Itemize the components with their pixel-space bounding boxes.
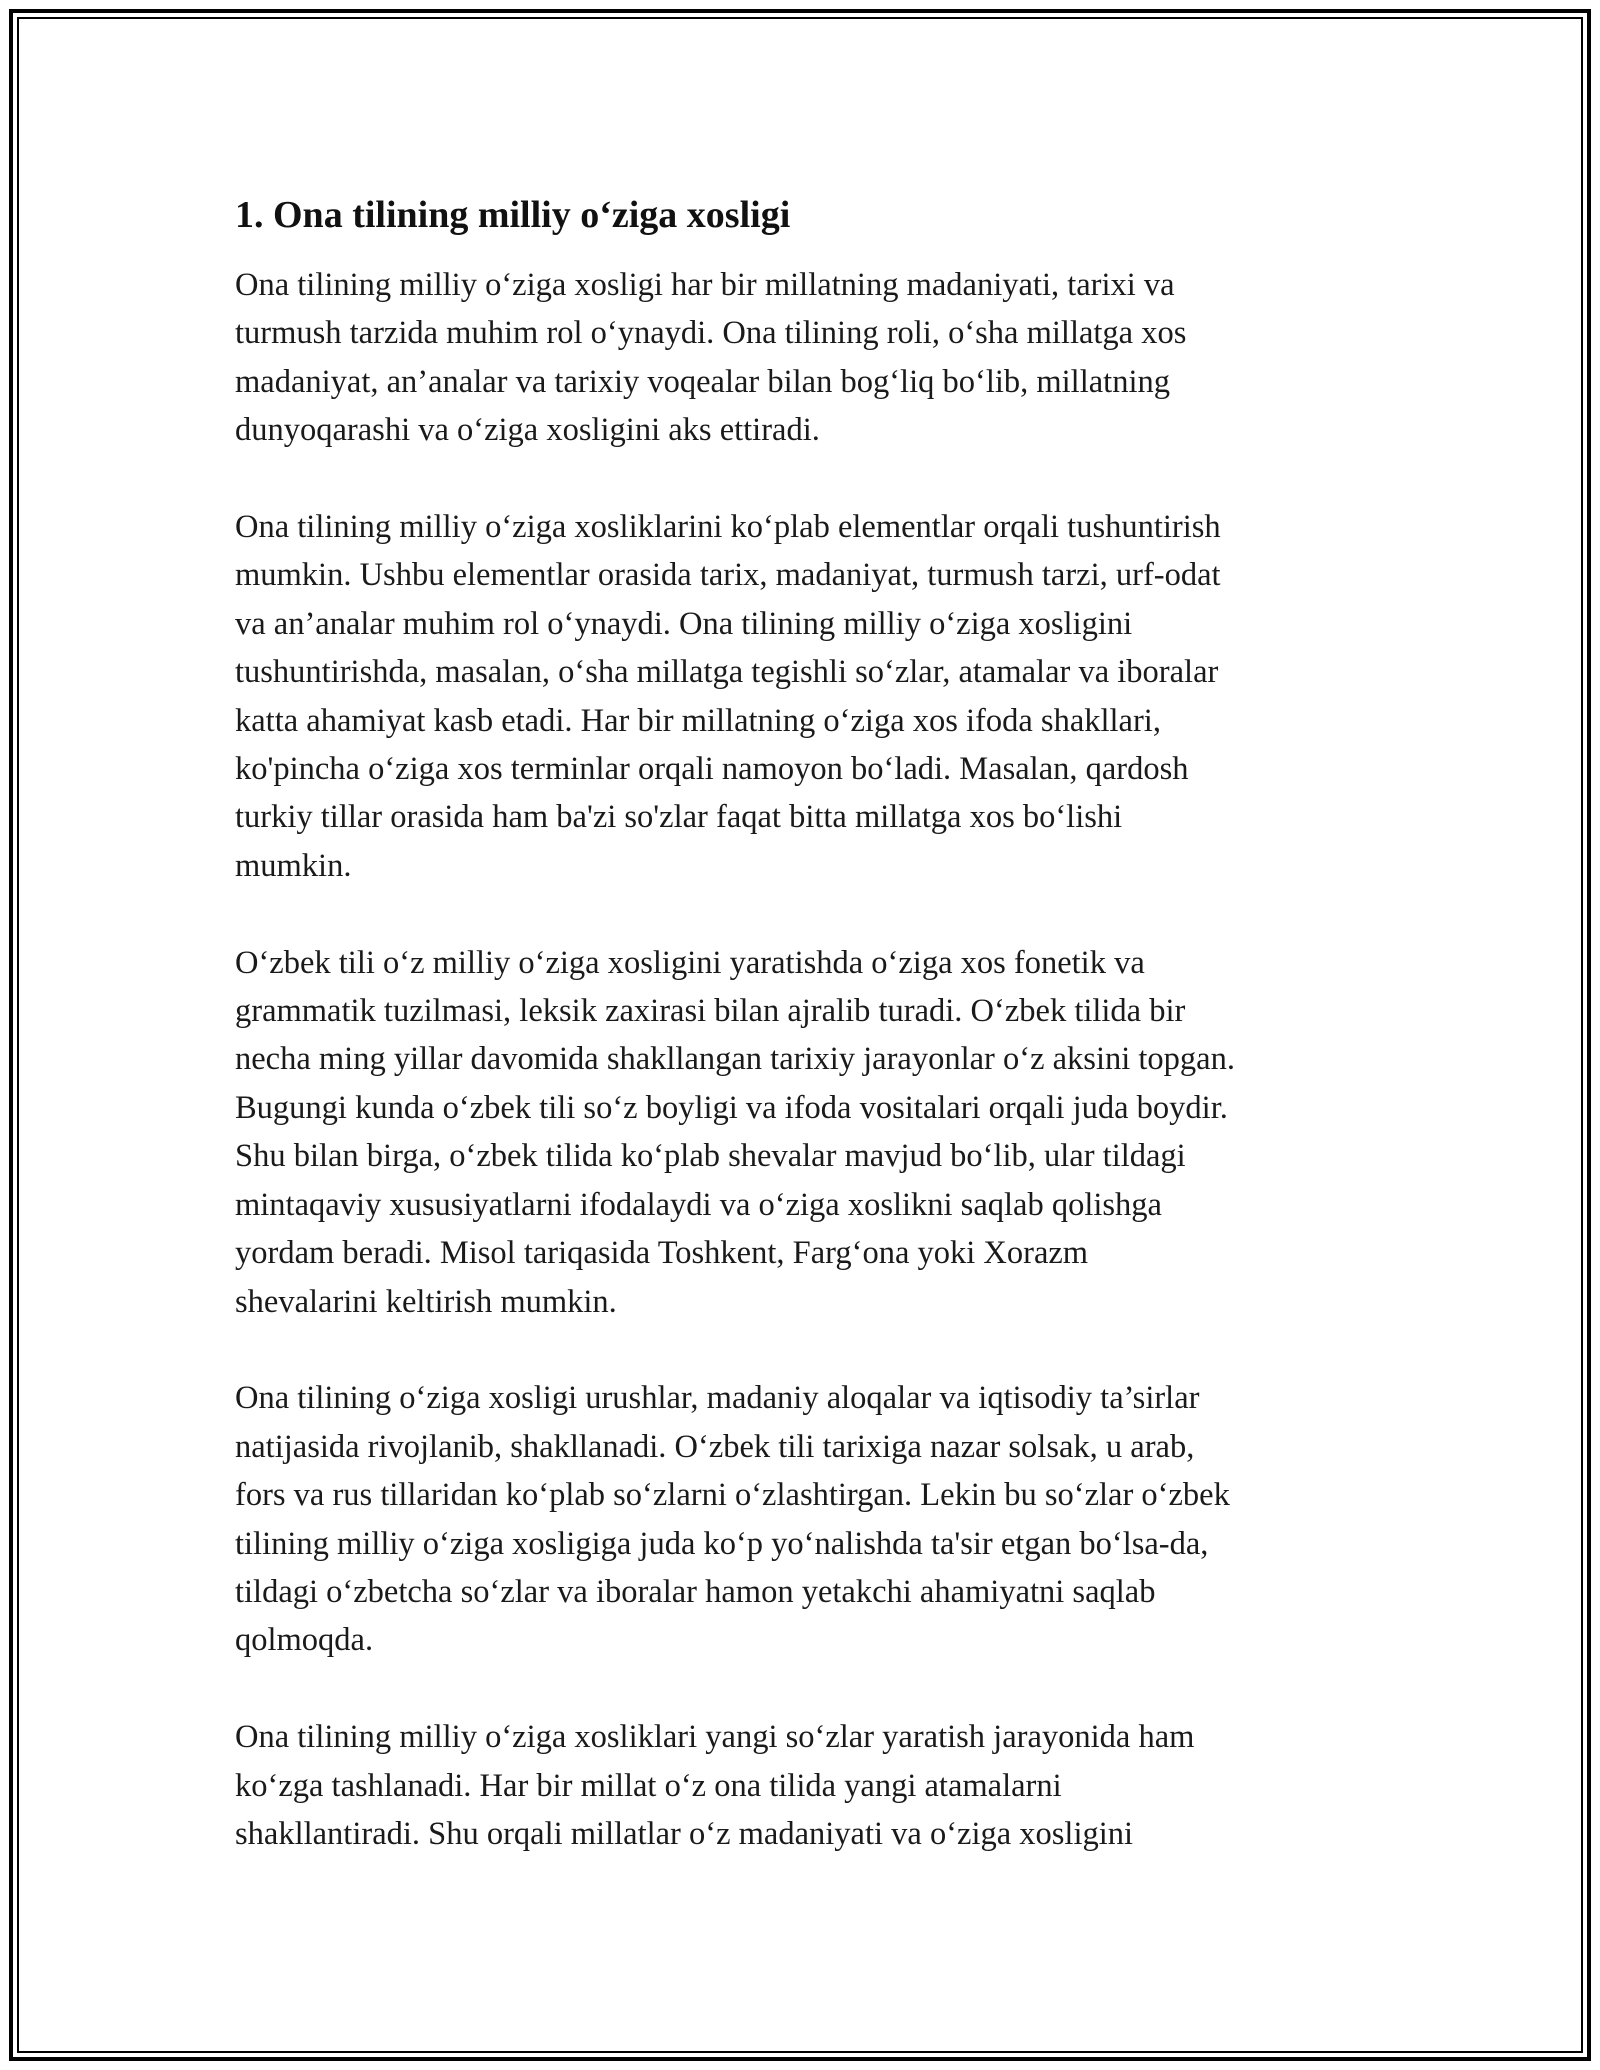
text-line: tilining milliy o‘ziga xosligiga juda ko‘p yo‘nalishda ta'sir etgan bo‘lsa-da,: [235, 1525, 1209, 1562]
text-line: turkiy tillar orasida ham ba'zi so'zlar faqat bitta millatga xos bo‘lishi: [235, 799, 1123, 836]
text-line: Ona tilining milliy o‘ziga xosligi har bir millatning madaniyati, tarixi va: [235, 267, 1175, 303]
text-line: mumkin.: [235, 847, 352, 884]
text-line: tildagi o‘zbetcha so‘zlar va iboralar hamon yetakchi ahamiyatni saqlab: [235, 1573, 1156, 1610]
text-line: dunyoqarashi va o‘ziga xosligini aks ettiradi.: [235, 412, 820, 449]
text-line: Ona tilining o‘ziga xosligi urushlar, madaniy aloqalar va iqtisodiy ta’sirlar: [235, 1380, 1200, 1417]
text-line: katta ahamiyat kasb etadi. Har bir millatning o‘ziga xos ifoda shakllari,: [235, 702, 1161, 739]
paragraph-3: [235, 939, 1395, 1326]
text-line: ko'pincha o‘ziga xos terminlar orqali namoyon bo‘ladi. Masalan, qardosh: [235, 751, 1189, 788]
text-line: Ona tilining milliy o‘ziga xosliklari yangi so‘zlar yaratish jarayonida ham: [235, 1719, 1195, 1756]
paragraph-5: [235, 1713, 1395, 1858]
text-line: qolmoqda.: [235, 1622, 374, 1659]
text-line: mintaqaviy xususiyatlarni ifodalaydi va o‘ziga xoslikni saqlab qolishga: [235, 1186, 1162, 1223]
text-line: Shu bilan birga, o‘zbek tilida ko‘plab shevalar mavjud bo‘lib, ular tildagi: [235, 1138, 1186, 1175]
document-body: [235, 185, 1395, 1907]
text-line: Bugungi kunda o‘zbek tili so‘z boyligi va ifoda vositalari orqali juda boydir.: [235, 1089, 1228, 1126]
text-line: mumkin. Ushbu elementlar orasida tarix, madaniyat, turmush tarzi, urf-odat: [235, 557, 1221, 594]
paragraph-2: [235, 503, 1395, 890]
paragraph-1: [235, 261, 1395, 455]
text-line: tushuntirishda, masalan, o‘sha millatga tegishli so‘zlar, atamalar va iboralar: [235, 654, 1219, 691]
text-line: Ona tilining milliy o‘ziga xosliklarini ko‘plab elementlar orqali tushuntirish: [235, 509, 1221, 546]
text-line: O‘zbek tili o‘z milliy o‘ziga xosligini yaratishda o‘ziga xos fonetik va: [235, 944, 1145, 981]
text-line: yordam beradi. Misol tariqasida Toshkent, Farg‘ona yoki Xorazm: [235, 1235, 1089, 1272]
text-line: turmush tarzida muhim rol o‘ynaydi. Ona tilining roli, o‘sha millatga xos: [235, 315, 1187, 352]
text-line: shakllantiradi. Shu orqali millatlar o‘z madaniyati va o‘ziga xosligini: [235, 1815, 1134, 1852]
text-line: ko‘zga tashlanadi. Har bir millat o‘z ona tilida yangi atamalarni: [235, 1767, 1062, 1804]
text-line: madaniyat, an’analar va tarixiy voqealar bilan bog‘liq bo‘lib, millatning: [235, 363, 1170, 400]
text-line: fors va rus tillaridan ko‘plab so‘zlarni o‘zlashtirgan. Lekin bu so‘zlar o‘zbek: [235, 1477, 1230, 1514]
section-heading: 1. Ona tilining milliy o‘ziga xosligi: [235, 194, 791, 236]
text-line: natijasida rivojlanib, shakllanadi. O‘zbek tili tarixiga nazar solsak, u arab,: [235, 1428, 1195, 1465]
text-line: shevalarini keltirish mumkin.: [235, 1283, 617, 1320]
text-line: va an’analar muhim rol o‘ynaydi. Ona tilining milliy o‘ziga xosligini: [235, 605, 1133, 642]
paragraph-4: [235, 1374, 1395, 1664]
text-line: grammatik tuzilmasi, leksik zaxirasi bilan ajralib turadi. O‘zbek tilida bir: [235, 993, 1186, 1030]
text-line: necha ming yillar davomida shakllangan tarixiy jarayonlar o‘z aksini topgan.: [235, 1041, 1235, 1078]
